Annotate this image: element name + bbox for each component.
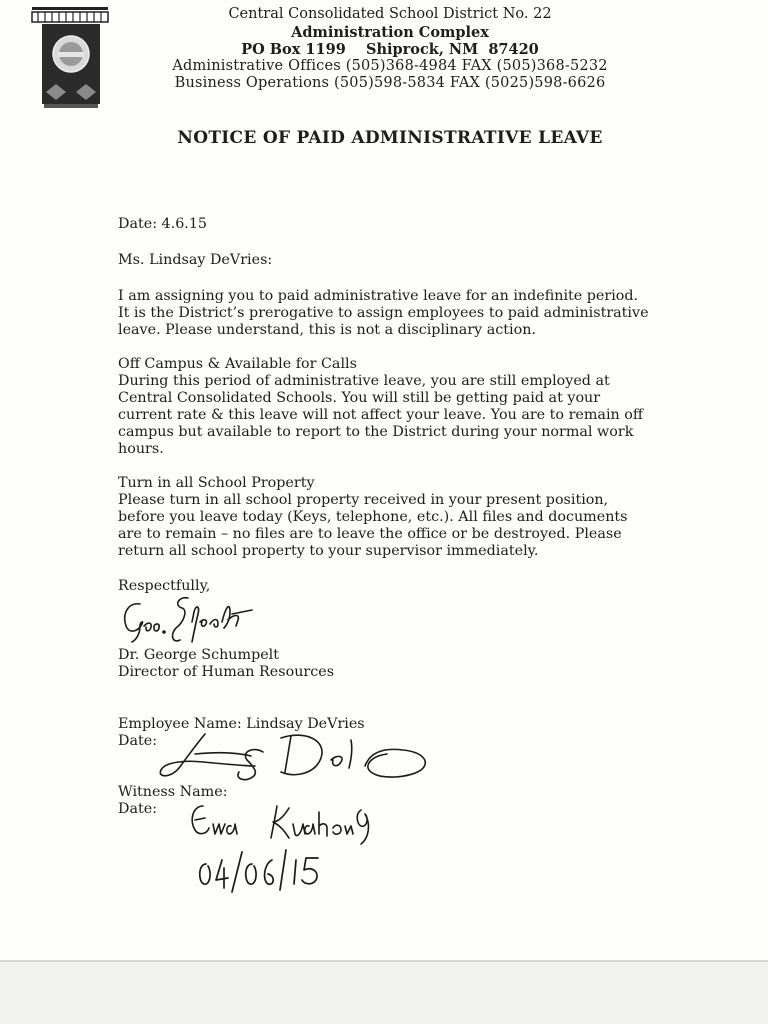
document-title: NOTICE OF PAID ADMINISTRATIVE LEAVE [177, 128, 603, 148]
section-heading-school-property: Turn in all School Property [118, 475, 315, 491]
paragraph-line: It is the District’s prerogative to assign employees to paid administrative [118, 305, 649, 321]
witness-handwritten-date [196, 846, 330, 894]
witness-signature [185, 798, 395, 848]
paragraph-line: leave. Please understand, this is not a disciplinary action. [118, 322, 536, 338]
salutation: Ms. Lindsay DeVries: [118, 252, 273, 268]
mailing-address: PO Box 1199 Shiprock, NM 87420 [241, 41, 539, 58]
paragraph-line: before you leave today (Keys, telephone, etc.). All files and documents [118, 509, 628, 525]
closing: Respectfully, [118, 578, 211, 594]
business-operations-phone: Business Operations (505)598-5834 FAX (5025)598-6626 [174, 75, 606, 91]
paragraph-line: Central Consolidated Schools. You will still be getting paid at your [118, 390, 601, 406]
district-logo-icon [30, 4, 112, 112]
employee-date-label: Date: [118, 733, 158, 749]
paragraph-line: hours. [118, 441, 164, 457]
paragraph-line: are to remain – no files are to leave the office or be destroyed. Please [118, 526, 622, 542]
paragraph-line: Please turn in all school property received in your present position, [118, 492, 609, 508]
employee-name-line: Employee Name: Lindsay DeVries [118, 716, 365, 732]
witness-name-label: Witness Name: [118, 784, 228, 800]
director-signature [118, 592, 268, 650]
paragraph-line: During this period of administrative leave, you are still employed at [118, 373, 610, 389]
administration-complex: Administration Complex [291, 24, 489, 41]
letter-date: Date: 4.6.15 [118, 216, 208, 232]
signer-name: Dr. George Schumpelt [118, 647, 280, 663]
witness-date-label: Date: [118, 801, 158, 817]
signer-title: Director of Human Resources [118, 664, 335, 680]
admin-offices-phone: Administrative Offices (505)368-4984 FAX (505)368-5232 [172, 58, 608, 74]
paragraph-line: campus but available to report to the District during your normal work [118, 424, 634, 440]
district-name: Central Consolidated School District No. 22 [228, 6, 552, 22]
page-edge [0, 960, 768, 962]
paragraph-line: I am assigning you to paid administrative leave for an indefinite period. [118, 288, 639, 304]
employee-signature [155, 726, 435, 788]
paragraph-line: return all school property to your supervisor immediately. [118, 543, 539, 559]
paragraph-line: current rate & this leave will not affect your leave. You are to remain off [118, 407, 644, 423]
section-heading-off-campus: Off Campus & Available for Calls [118, 356, 357, 372]
